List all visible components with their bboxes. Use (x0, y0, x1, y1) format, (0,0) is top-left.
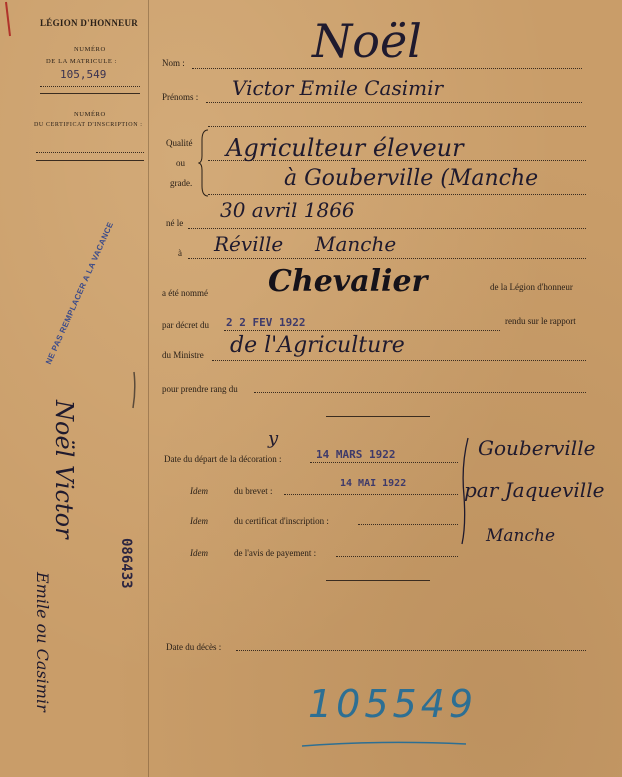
margin-name-2: Emile ou Casimir (33, 572, 52, 712)
ne-le-line (188, 228, 586, 229)
ministre-value: de l'Agriculture (230, 333, 405, 358)
decret-date-stamp: 2 2 FEV 1922 (226, 316, 306, 329)
nom-line (192, 68, 582, 69)
date-depart-label: Date du départ de la décoration : (164, 454, 282, 464)
qualite-line-3 (208, 194, 586, 195)
order-title: LÉGION D'HONNEUR (40, 18, 139, 28)
vacance-stamp: NE PAS REMPLACER A LA VACANCE (44, 220, 116, 366)
numero-label-2: NUMÉRO (74, 111, 106, 118)
address-bracket (458, 436, 472, 546)
rendu-sur-label: rendu sur le rapport (505, 316, 576, 326)
lieu-line (188, 258, 586, 259)
grade-value: Chevalier (268, 264, 428, 299)
qualite-label: Qualité (166, 138, 193, 148)
depart-line (310, 462, 458, 463)
separator-1 (326, 416, 430, 417)
naissance-lieu: Réville Manche (214, 232, 397, 256)
rang-line (254, 392, 586, 393)
avis-payement-label: de l'avis de payement : (234, 548, 317, 558)
nom-label: Nom : (162, 58, 185, 68)
payement-line (336, 556, 458, 557)
ne-le-label: né le (166, 218, 184, 228)
red-corner-mark (0, 0, 40, 40)
address-line-3: Manche (486, 526, 556, 546)
deces-line (236, 650, 586, 651)
prenoms-value: Victor Emile Casimir (232, 76, 444, 100)
qualite-value-2: à Gouberville (Manche (284, 166, 539, 191)
depart-date-stamp: 14 MARS 1922 (316, 448, 396, 461)
margin-divider (148, 0, 149, 777)
idem-1: Idem (190, 486, 208, 496)
bottom-number: 105549 (308, 682, 478, 726)
idem-3: Idem (190, 548, 208, 558)
a-ete-nomme-label: a été nommé (162, 288, 208, 298)
certificat-line (36, 152, 144, 153)
certificat-insc-line (358, 524, 458, 525)
qualite-brace (198, 128, 210, 198)
brevet-line (284, 494, 458, 495)
bottom-number-underline (300, 730, 470, 750)
matricule-label: DE LA MATRICULE : (46, 58, 118, 65)
numero-label: NUMÉRO (74, 46, 106, 53)
certificat-label: DU CERTIFICAT D'INSCRIPTION : (34, 122, 143, 128)
qualite-line-1 (208, 126, 586, 127)
ou-label: ou (176, 158, 185, 168)
certificat-rule (36, 160, 144, 161)
prenoms-line (206, 102, 582, 103)
du-brevet-label: du brevet : (234, 486, 273, 496)
qualite-value-1: Agriculteur éleveur (226, 134, 464, 162)
pour-prendre-label: pour prendre rang du (162, 384, 238, 394)
nom-value: Noël (312, 14, 422, 68)
a-label: à (178, 248, 182, 258)
matricule-value: 105,549 (60, 68, 107, 81)
prenoms-label: Prénoms : (162, 92, 199, 102)
matricule-rule (40, 93, 140, 94)
address-line-1: Gouberville (478, 436, 596, 460)
grade-label: grade. (170, 178, 193, 188)
date-deces-label: Date du décès : (166, 642, 222, 652)
naissance-date: 30 avril 1866 (220, 198, 355, 222)
matricule-line (40, 86, 140, 87)
ministre-line (212, 360, 586, 361)
address-line-2: par Jaqueville (464, 478, 605, 502)
margin-number: 086433 (118, 538, 134, 589)
du-ministre-label: du Ministre (162, 350, 204, 360)
separator-2 (326, 580, 430, 581)
par-decret-label: par décret du (162, 320, 209, 330)
brevet-date-stamp: 14 MAI 1922 (340, 478, 407, 489)
margin-name: Noël Victor (50, 400, 78, 539)
margin-pen-stroke (128, 370, 138, 410)
y-mark: y (268, 428, 279, 449)
du-certificat-label: du certificat d'inscription : (234, 516, 329, 526)
decret-line (224, 330, 500, 331)
idem-2: Idem (190, 516, 208, 526)
de-la-legion-label: de la Légion d'honneur (490, 282, 573, 292)
